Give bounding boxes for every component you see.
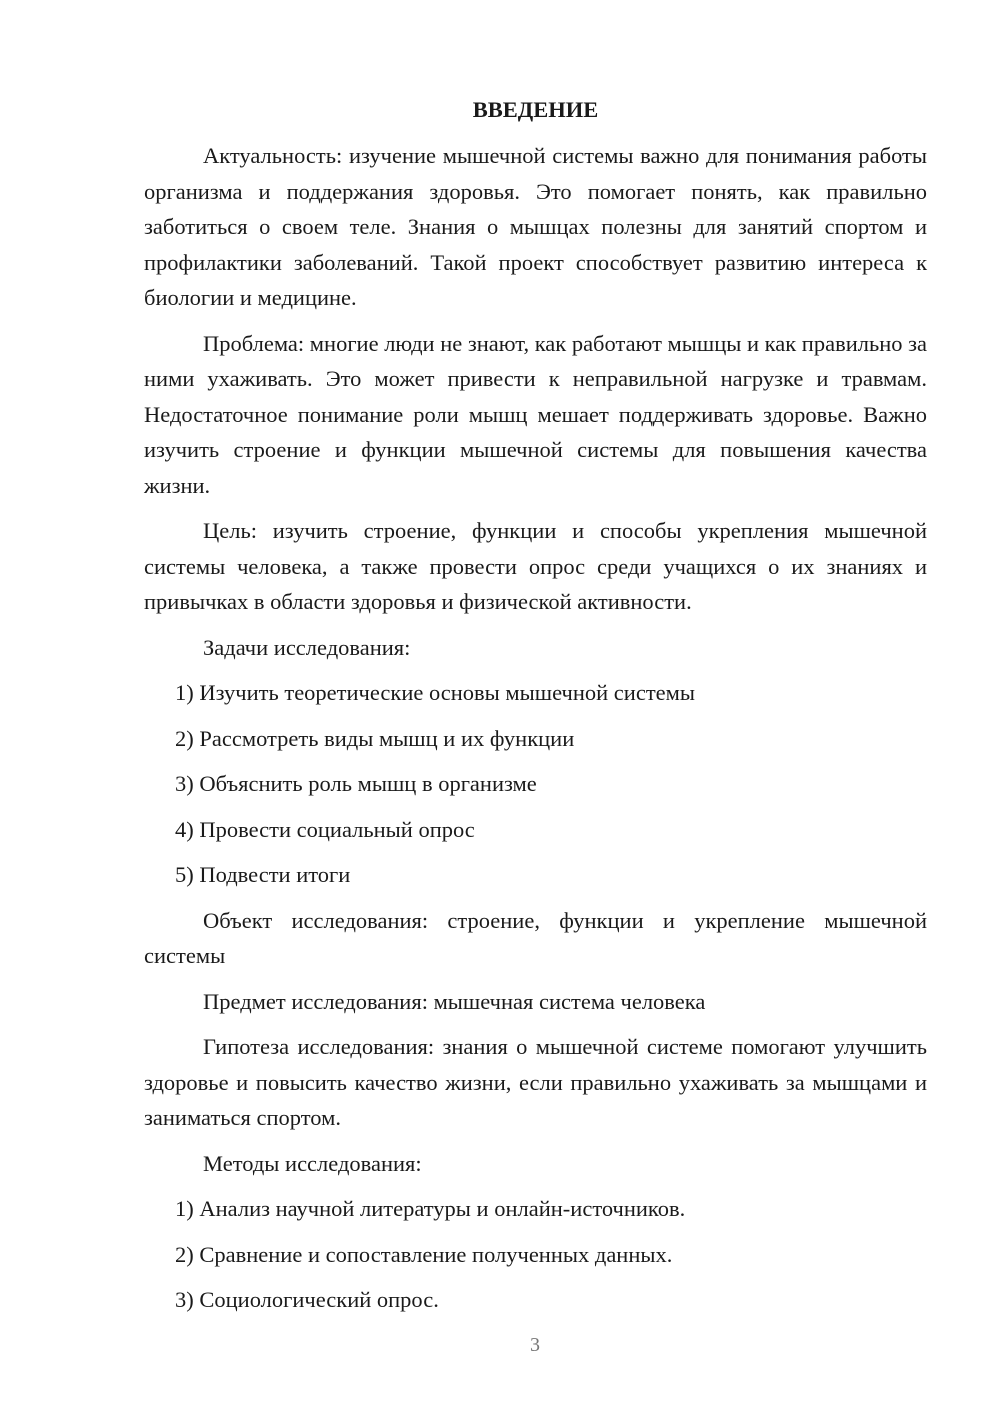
page-content	[144, 92, 927, 1328]
task-item: 2) Рассмотреть виды мышц и их функции	[175, 725, 575, 751]
goal-paragraph: Цель: изучить строение, функции и способы укрепления мышечной системы человека, а также провести опрос среди учащихся о их знаниях и привычках в области здоровья и физической активности.	[144, 518, 927, 614]
tasks-title: Задачи исследования:	[203, 634, 411, 660]
hypothesis-paragraph: Гипотеза исследования: знания о мышечной системе помогают улучшить здоровье и повысить качество жизни, если правильно ухаживать за мышцами и заниматься спортом.	[144, 1034, 927, 1130]
method-item: 2) Сравнение и сопоставление полученных данных.	[175, 1241, 673, 1267]
task-item: 5) Подвести итоги	[175, 862, 351, 887]
problem-paragraph: Проблема: многие люди не знают, как работают мышцы и как правильно за ними ухаживать. Это может привести к неправильной нагрузке и травмам. Недостаточное понимание роли мышц мешает поддерживать здоровье. Важно изучить строение и функции мышечной системы для повышения качества жизни.	[144, 330, 928, 498]
task-item: 3) Объяснить роль мышц в организме	[175, 771, 537, 796]
page-number: 3	[530, 1334, 540, 1356]
page-title: ВВЕДЕНИЕ	[472, 97, 599, 122]
methods-title: Методы исследования:	[203, 1150, 422, 1176]
relevance-paragraph: Актуальность: изучение мышечной системы важно для понимания работы организма и поддержания здоровья. Это помогает понять, как правильно заботиться о своем теле. Знания о мышцах полезны для занятий спортом и профилактики заболеваний. Такой проект способствует развитию интереса к биологии и медицине.	[144, 143, 927, 310]
task-item: 1) Изучить теоретические основы мышечной системы	[175, 680, 695, 705]
object-paragraph: Объект исследования: строение, функции и укрепление мышечной системы	[144, 907, 927, 968]
subject-paragraph: Предмет исследования: мышечная система человека	[203, 988, 706, 1014]
task-item: 4) Провести социальный опрос	[175, 816, 475, 842]
method-item: 3) Социологический опрос.	[175, 1287, 439, 1312]
method-item: 1) Анализ научной литературы и онлайн-источников.	[175, 1196, 686, 1221]
